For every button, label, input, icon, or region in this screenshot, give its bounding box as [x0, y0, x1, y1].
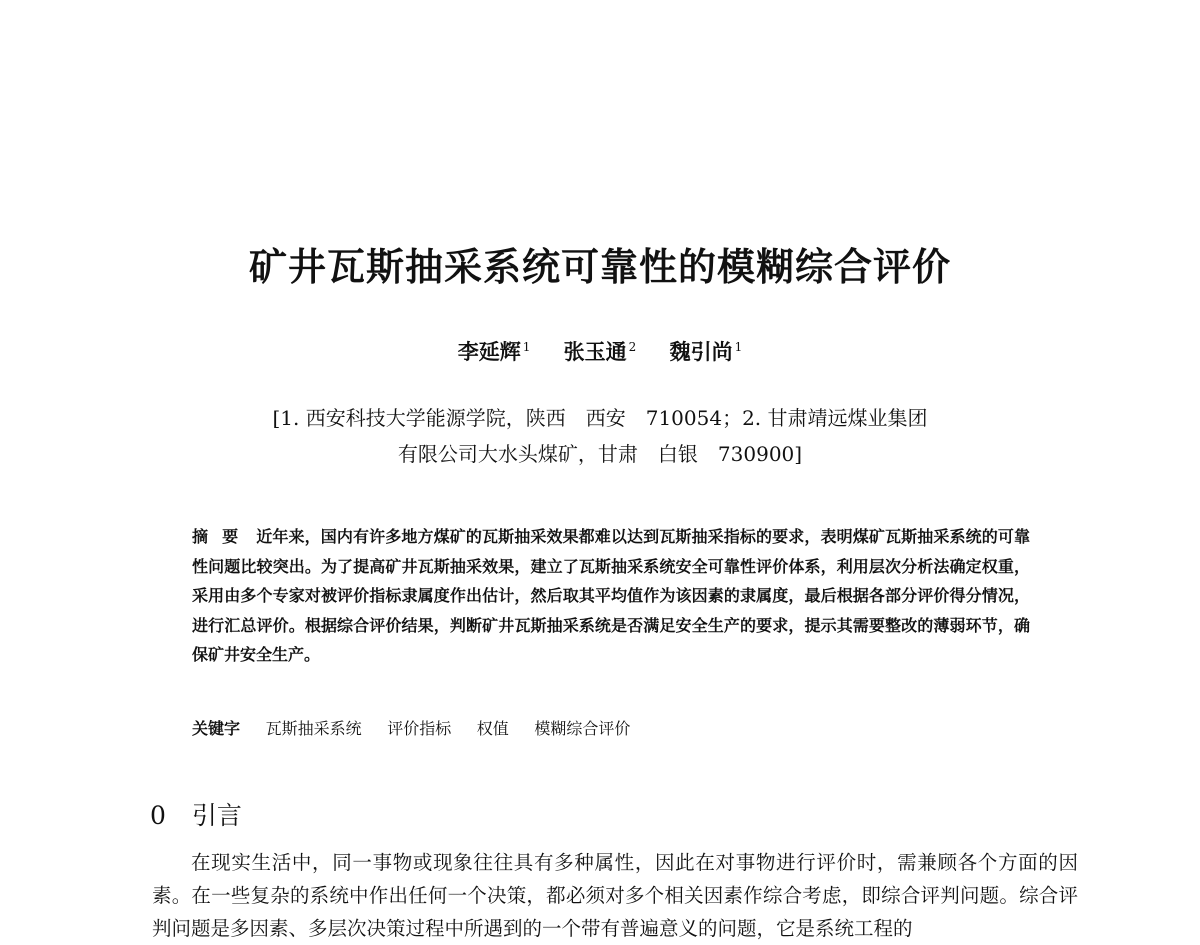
author-list [0, 336, 1200, 366]
author-name: 李延辉 [457, 339, 521, 364]
affiliation-line-2: 有限公司大水头煤矿，甘肃 白银 730900] [397, 442, 803, 466]
author-affiliation-mark: 1 [522, 340, 531, 354]
affiliation-line-1: [1. 西安科技大学能源学院，陕西 西安 710054；2. 甘肃靖远煤业集团 [272, 406, 928, 430]
author-name: 张玉通 [563, 339, 627, 364]
keyword: 评价指标 [387, 719, 452, 738]
paper-title: 矿井瓦斯抽采系统可靠性的模糊综合评价 [248, 245, 951, 289]
author-affiliation-mark: 2 [628, 340, 637, 354]
author-name: 魏引尚 [669, 339, 733, 364]
keywords [192, 716, 1030, 739]
abstract-text: 近年来，国内有许多地方煤矿的瓦斯抽采效果都难以达到瓦斯抽采指标的要求，表明煤矿瓦斯抽采系统的可靠性问题比较突出。为了提高矿井瓦斯抽采效果，建立了瓦斯抽采系统安全可靠性评价体系，利用层次分析法确定权重，采用由多个专家对被评价指标隶属度作出估计，然后取其平均值作为该因素的隶属度，最后根据各部分评价得分情况，进行汇总评价。根据综合评价结果，判断矿井瓦斯抽采系统是否满足安全生产的要求，提示其需要整改的薄弱环节，确保矿井安全生产。 [192, 527, 1030, 664]
keyword: 权值 [476, 719, 509, 738]
author [670, 339, 743, 364]
author-affiliation-mark: 1 [734, 340, 743, 354]
keyword: 瓦斯抽采系统 [265, 719, 362, 738]
abstract-label: 摘要 [192, 527, 253, 546]
keyword: 模糊综合评价 [534, 719, 631, 738]
section-heading [150, 796, 242, 832]
keywords-label: 关键字 [192, 719, 241, 738]
body-text [152, 846, 1078, 945]
body-paragraph: 在现实生活中，同一事物或现象往往具有多种属性，因此在对事物进行评价时，需兼顾各个方面的因素。在一些复杂的系统中作出任何一个决策，都必须对多个相关因素作综合考虑，即综合评判问题。综合评判问题是多因素、多层次决策过程中所遇到的一个带有普遍意义的问题，它是系统工程的 [152, 851, 1078, 940]
author [564, 339, 637, 364]
author [458, 339, 531, 364]
section-title: 引言 [191, 801, 242, 830]
abstract [192, 522, 1030, 670]
section-number: 0 [150, 801, 166, 830]
